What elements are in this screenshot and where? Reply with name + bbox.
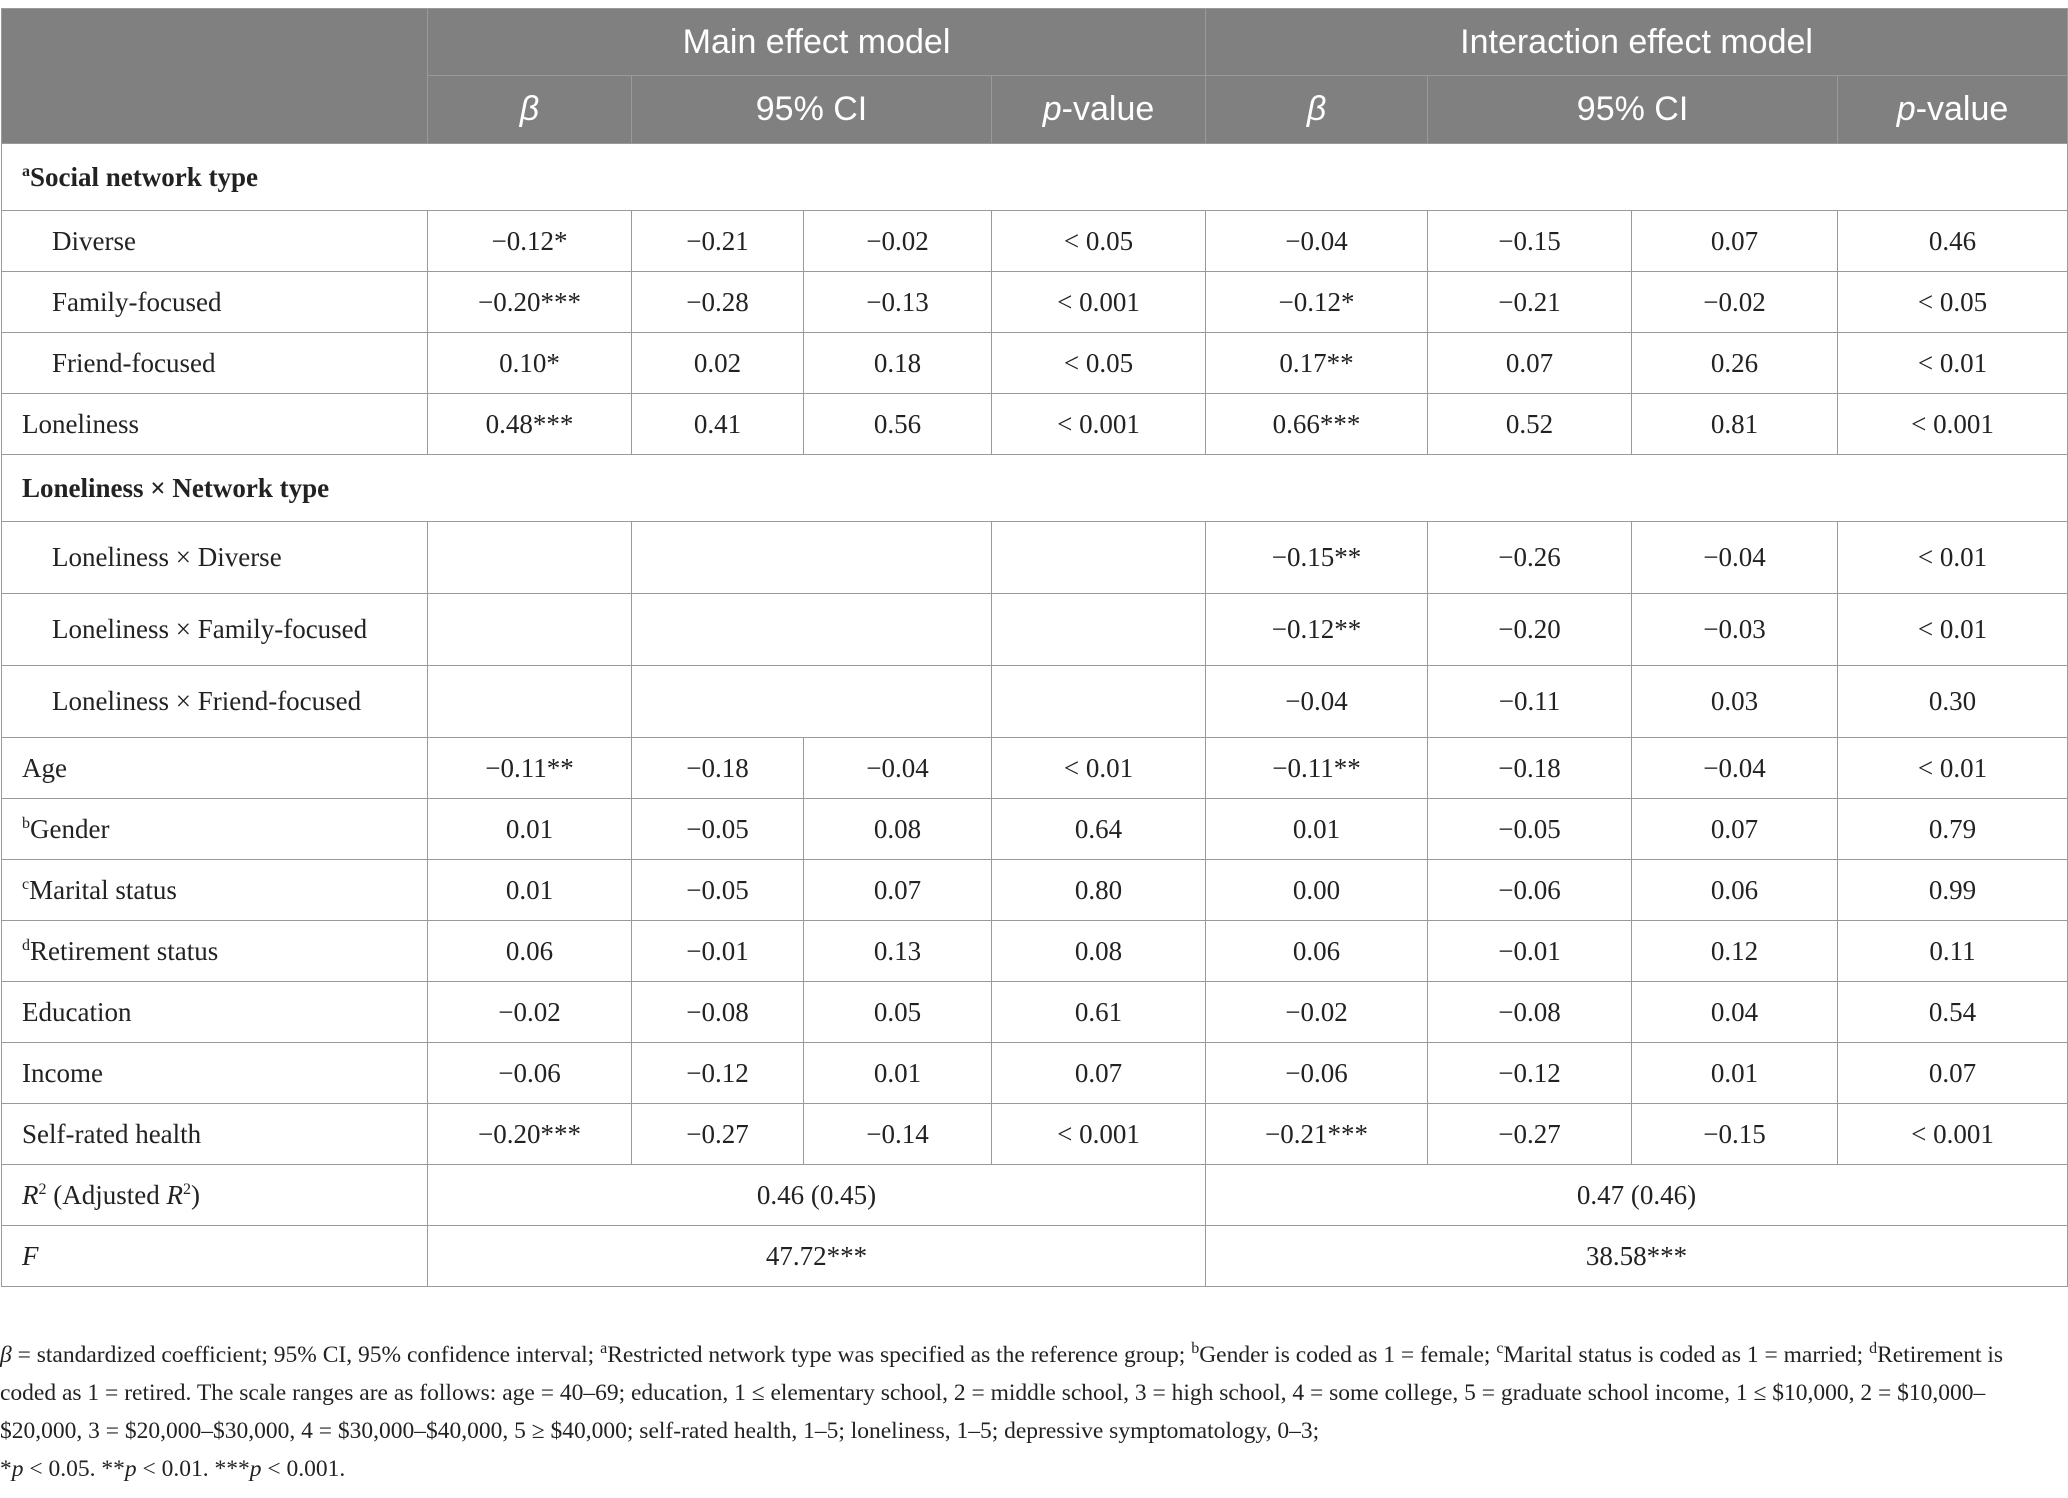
main-beta-cell: 0.01 — [428, 860, 632, 921]
inter-ci-high-cell: −0.04 — [1632, 522, 1838, 594]
inter-ci-low-cell: −0.01 — [1428, 921, 1632, 982]
main-ci-low-cell: −0.05 — [632, 799, 804, 860]
inter-ci-high-cell: 0.04 — [1632, 982, 1838, 1043]
row-label: Loneliness × Family-focused — [2, 594, 428, 666]
main-pvalue-cell: 0.61 — [992, 982, 1206, 1043]
main-pvalue-cell: 0.80 — [992, 860, 1206, 921]
table-body — [2, 144, 2068, 1287]
main-ci-high-cell: 0.08 — [804, 799, 992, 860]
inter-ci-high-cell: 0.12 — [1632, 921, 1838, 982]
inter-ci-high-cell: 0.07 — [1632, 211, 1838, 272]
inter-beta-cell: −0.15** — [1206, 522, 1428, 594]
inter-ci-high-cell: 0.01 — [1632, 1043, 1838, 1104]
interaction-effect-model-header: Interaction effect model — [1206, 9, 2068, 76]
main-beta-cell: −0.11** — [428, 738, 632, 799]
inter-pvalue-cell: < 0.01 — [1838, 738, 2068, 799]
main-ci-low-cell: 0.02 — [632, 333, 804, 394]
inter-ci-low-cell: −0.11 — [1428, 666, 1632, 738]
main-pvalue-cell: < 0.05 — [992, 211, 1206, 272]
table-row-friend — [2, 333, 2068, 394]
main-f-cell: 47.72*** — [428, 1226, 1206, 1287]
table-row-family — [2, 272, 2068, 333]
inter-beta-cell: 0.00 — [1206, 860, 1428, 921]
significance-note: *p < 0.05. **p < 0.01. ***p < 0.001. — [0, 1456, 346, 1482]
inter-ci-high-cell: −0.02 — [1632, 272, 1838, 333]
table-row-retire — [2, 921, 2068, 982]
table-footnotes — [0, 1336, 2060, 1488]
inter-ci-low-cell: −0.08 — [1428, 982, 1632, 1043]
inter-beta-cell: −0.11** — [1206, 738, 1428, 799]
main-beta-cell: 0.01 — [428, 799, 632, 860]
row-label: Loneliness × Friend-focused — [2, 666, 428, 738]
main-beta-cell — [428, 666, 632, 738]
inter-ci-low-cell: −0.20 — [1428, 594, 1632, 666]
inter-beta-cell: −0.21*** — [1206, 1104, 1428, 1165]
main-pvalue-cell: < 0.001 — [992, 394, 1206, 455]
main-ci-low-cell: −0.05 — [632, 860, 804, 921]
main-ci-high-cell: −0.14 — [804, 1104, 992, 1165]
main-ci-header: 95% CI — [632, 76, 992, 144]
main-beta-cell — [428, 522, 632, 594]
inter-pvalue-cell: < 0.001 — [1838, 394, 2068, 455]
table-row-loneliness — [2, 394, 2068, 455]
main-pvalue-cell — [992, 594, 1206, 666]
inter-pvalue-cell: 0.54 — [1838, 982, 2068, 1043]
inter-ci-high-cell: 0.81 — [1632, 394, 1838, 455]
inter-pvalue-cell: 0.11 — [1838, 921, 2068, 982]
main-pvalue-cell: 0.08 — [992, 921, 1206, 982]
table-row-lxfri — [2, 666, 2068, 738]
main-pvalue-cell: < 0.05 — [992, 333, 1206, 394]
main-r-squared-cell: 0.46 (0.45) — [428, 1165, 1206, 1226]
inter-pvalue-cell: 0.46 — [1838, 211, 2068, 272]
main-pvalue-cell: < 0.001 — [992, 272, 1206, 333]
inter-pvalue-cell: < 0.05 — [1838, 272, 2068, 333]
section-label-loneliness-network: Loneliness × Network type — [2, 455, 2068, 522]
inter-beta-cell: −0.04 — [1206, 666, 1428, 738]
inter-pvalue-cell: < 0.01 — [1838, 522, 2068, 594]
footnote-marker: c — [22, 875, 30, 893]
inter-pvalue-cell: 0.30 — [1838, 666, 2068, 738]
inter-ci-high-cell: 0.03 — [1632, 666, 1838, 738]
inter-pvalue-cell: < 0.01 — [1838, 594, 2068, 666]
table-row-age — [2, 738, 2068, 799]
inter-r-squared-cell: 0.47 (0.46) — [1206, 1165, 2068, 1226]
main-ci-high-cell: 0.07 — [804, 860, 992, 921]
inter-beta-cell: −0.04 — [1206, 211, 1428, 272]
inter-ci-low-cell: −0.18 — [1428, 738, 1632, 799]
table-header — [2, 9, 2068, 144]
inter-beta-cell: 0.17** — [1206, 333, 1428, 394]
main-ci-low-cell: −0.01 — [632, 921, 804, 982]
row-label: Friend-focused — [2, 333, 428, 394]
inter-ci-low-cell: −0.06 — [1428, 860, 1632, 921]
inter-ci-low-cell: −0.15 — [1428, 211, 1632, 272]
main-ci-blank-cell — [632, 666, 992, 738]
main-pvalue-cell: 0.07 — [992, 1043, 1206, 1104]
main-pvalue-cell — [992, 666, 1206, 738]
inter-ci-high-cell: −0.15 — [1632, 1104, 1838, 1165]
table-row-education — [2, 982, 2068, 1043]
table-row-diverse — [2, 211, 2068, 272]
inter-beta-cell: 0.66*** — [1206, 394, 1428, 455]
row-label: Age — [2, 738, 428, 799]
main-ci-high-cell: 0.01 — [804, 1043, 992, 1104]
main-beta-cell: 0.06 — [428, 921, 632, 982]
section-row-network-type — [2, 144, 2068, 211]
row-label: Loneliness × Diverse — [2, 522, 428, 594]
main-ci-low-cell: 0.41 — [632, 394, 804, 455]
main-pvalue-cell: < 0.001 — [992, 1104, 1206, 1165]
inter-ci-high-cell: 0.06 — [1632, 860, 1838, 921]
table-row-lxd — [2, 522, 2068, 594]
inter-pvalue-cell: 0.07 — [1838, 1043, 2068, 1104]
main-beta-cell: −0.06 — [428, 1043, 632, 1104]
inter-ci-low-cell: 0.07 — [1428, 333, 1632, 394]
table-row-f-statistic — [2, 1226, 2068, 1287]
inter-pvalue-cell: 0.99 — [1838, 860, 2068, 921]
main-beta-cell: −0.12* — [428, 211, 632, 272]
row-label: Self-rated health — [2, 1104, 428, 1165]
inter-beta-cell: 0.06 — [1206, 921, 1428, 982]
footnote-marker: b — [22, 814, 30, 832]
inter-beta-cell: −0.02 — [1206, 982, 1428, 1043]
inter-pvalue-header: p-value — [1838, 76, 2068, 144]
inter-ci-low-cell: 0.52 — [1428, 394, 1632, 455]
inter-ci-low-cell: −0.27 — [1428, 1104, 1632, 1165]
row-label: $R^2$ (Adjusted $R^2$) — [2, 1165, 428, 1226]
regression-table-container — [0, 8, 2068, 1287]
row-label: Loneliness — [2, 394, 428, 455]
main-ci-low-cell: −0.12 — [632, 1043, 804, 1104]
inter-ci-header: 95% CI — [1428, 76, 1838, 144]
inter-beta-cell: −0.06 — [1206, 1043, 1428, 1104]
inter-ci-high-cell: 0.26 — [1632, 333, 1838, 394]
inter-pvalue-cell: 0.79 — [1838, 799, 2068, 860]
inter-ci-low-cell: −0.12 — [1428, 1043, 1632, 1104]
main-pvalue-cell — [992, 522, 1206, 594]
main-ci-high-cell: 0.18 — [804, 333, 992, 394]
section-row-loneliness-network — [2, 455, 2068, 522]
inter-ci-low-cell: −0.26 — [1428, 522, 1632, 594]
main-ci-low-cell: −0.08 — [632, 982, 804, 1043]
row-label: $^c$Marital status — [2, 860, 428, 921]
main-beta-cell: −0.02 — [428, 982, 632, 1043]
main-ci-low-cell: −0.27 — [632, 1104, 804, 1165]
main-pvalue-header: p-value — [992, 76, 1206, 144]
main-pvalue-cell: < 0.01 — [992, 738, 1206, 799]
header-empty-cell — [2, 9, 428, 144]
inter-beta-header: β — [1206, 76, 1428, 144]
main-effect-model-header: Main effect model — [428, 9, 1206, 76]
inter-ci-low-cell: −0.05 — [1428, 799, 1632, 860]
table-row-marital — [2, 860, 2068, 921]
row-label: Diverse — [2, 211, 428, 272]
section-label-network-type: $^a$Social network type — [2, 144, 2068, 211]
main-ci-high-cell: 0.13 — [804, 921, 992, 982]
inter-pvalue-cell: < 0.01 — [1838, 333, 2068, 394]
row-label: Income — [2, 1043, 428, 1104]
table-row-health — [2, 1104, 2068, 1165]
row-label: $^d$Retirement status — [2, 921, 428, 982]
main-ci-high-cell: 0.05 — [804, 982, 992, 1043]
main-beta-header: β — [428, 76, 632, 144]
inter-beta-cell: −0.12** — [1206, 594, 1428, 666]
main-ci-blank-cell — [632, 522, 992, 594]
table-row-gender — [2, 799, 2068, 860]
regression-table — [1, 8, 2068, 1287]
main-ci-high-cell: −0.02 — [804, 211, 992, 272]
main-ci-high-cell: −0.13 — [804, 272, 992, 333]
footnote-marker: d — [22, 936, 30, 954]
main-ci-low-cell: −0.18 — [632, 738, 804, 799]
main-ci-high-cell: 0.56 — [804, 394, 992, 455]
inter-ci-low-cell: −0.21 — [1428, 272, 1632, 333]
inter-beta-cell: 0.01 — [1206, 799, 1428, 860]
main-ci-high-cell: −0.04 — [804, 738, 992, 799]
main-ci-low-cell: −0.21 — [632, 211, 804, 272]
main-pvalue-cell: 0.64 — [992, 799, 1206, 860]
inter-ci-high-cell: −0.03 — [1632, 594, 1838, 666]
inter-ci-high-cell: 0.07 — [1632, 799, 1838, 860]
table-row-lxfam — [2, 594, 2068, 666]
inter-ci-high-cell: −0.04 — [1632, 738, 1838, 799]
main-beta-cell — [428, 594, 632, 666]
main-beta-cell: −0.20*** — [428, 272, 632, 333]
inter-pvalue-cell: < 0.001 — [1838, 1104, 2068, 1165]
main-beta-cell: −0.20*** — [428, 1104, 632, 1165]
inter-f-cell: 38.58*** — [1206, 1226, 2068, 1287]
table-row-income — [2, 1043, 2068, 1104]
table-row-r-squared — [2, 1165, 2068, 1226]
main-ci-blank-cell — [632, 594, 992, 666]
main-beta-cell: 0.10* — [428, 333, 632, 394]
footnote-text: β = standardized coefficient; 95% CI, 95% confidence interval; $^a$Restricted network type was specified as the reference group; $^b$Gender is coded as 1 = female; $^c$Marital status is coded as 1 = married; $^d$Retirement is coded as 1 = retired. The scale ranges are as follows: age = 40–69; education, 1 ≤ elementary school, 2 = middle school, 3 = high school, 4 = some college, 5 = graduate school income, 1 ≤ $10,000, 2 = $10,000–$20,000, 3 = $20,000–$30,000, 4 = $30,000–$40,000, 5 ≥ $40,000; self-rated health, 1–5; loneliness, 1–5; depressive symptomatology, 0–3; — [0, 1340, 2004, 1444]
main-beta-cell: 0.48*** — [428, 394, 632, 455]
row-label: Family-focused — [2, 272, 428, 333]
row-label: Education — [2, 982, 428, 1043]
main-ci-low-cell: −0.28 — [632, 272, 804, 333]
inter-beta-cell: −0.12* — [1206, 272, 1428, 333]
row-label: $^b$Gender — [2, 799, 428, 860]
row-label: F — [2, 1226, 428, 1287]
